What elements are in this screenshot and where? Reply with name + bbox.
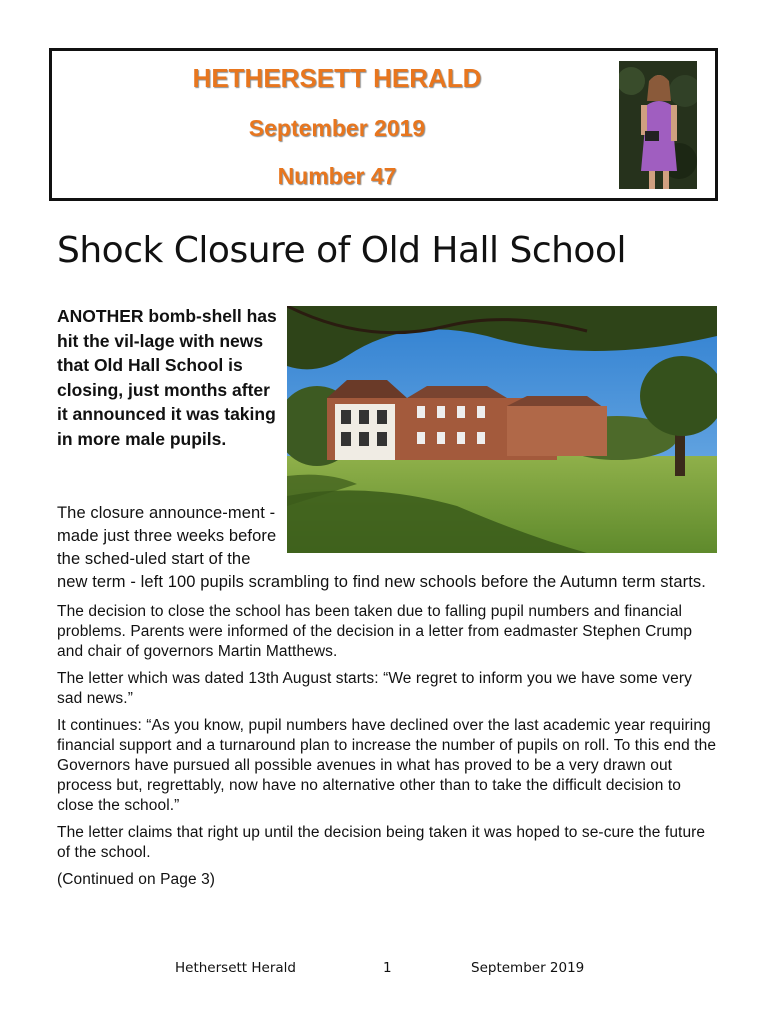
article-paragraph: The letter claims that right up until the decision being taken it was hoped to se-cure the future of the school. <box>57 824 706 861</box>
footer-publication: Hethersett Herald <box>175 960 296 976</box>
masthead-date: September 2019 <box>248 115 426 141</box>
article-body <box>57 502 719 897</box>
continued-note: (Continued on Page 3) <box>57 871 216 888</box>
article-lead: ANOTHER bomb-shell has hit the vil-lage with news that Old Hall School is closing, just months after it announced it was taking in more male pupils. <box>57 306 277 449</box>
masthead <box>49 48 718 201</box>
article-paragraph: The decision to close the school has been taken due to falling pupil numbers and financial problems. Parents were informed of the decision in a letter from eadmaster Stephen Crump and chair of governors Martin Matthews. <box>57 603 693 660</box>
masthead-title: HETHERSETT HERALD <box>192 63 482 93</box>
article-paragraph: The closure announce-ment - made just three weeks before the sched-uled start of the new term - left 100 pupils scrambling to find new schools before the Autumn term starts. <box>57 504 706 591</box>
masthead-issue-number: Number 47 <box>277 163 397 189</box>
article-headline: Shock Closure of Old Hall School <box>57 230 626 271</box>
footer-date: September 2019 <box>471 960 585 976</box>
article-paragraph: It continues: “As you know, pupil numbers have declined over the last academic year requiring financial support and a turnaround plan to increase the number of pupils on roll. To this end the Governors have pursued all possible avenues in what has proved to be a very drawn out process but, regrettably, now have no alternative other than to take the difficult decision to close the school.” <box>57 717 717 814</box>
footer-page-number: 1 <box>383 960 392 976</box>
masthead-girl-photo <box>619 61 697 189</box>
article-paragraph: The letter which was dated 13th August starts: “We regret to inform you we have some very sad news.” <box>57 670 692 707</box>
